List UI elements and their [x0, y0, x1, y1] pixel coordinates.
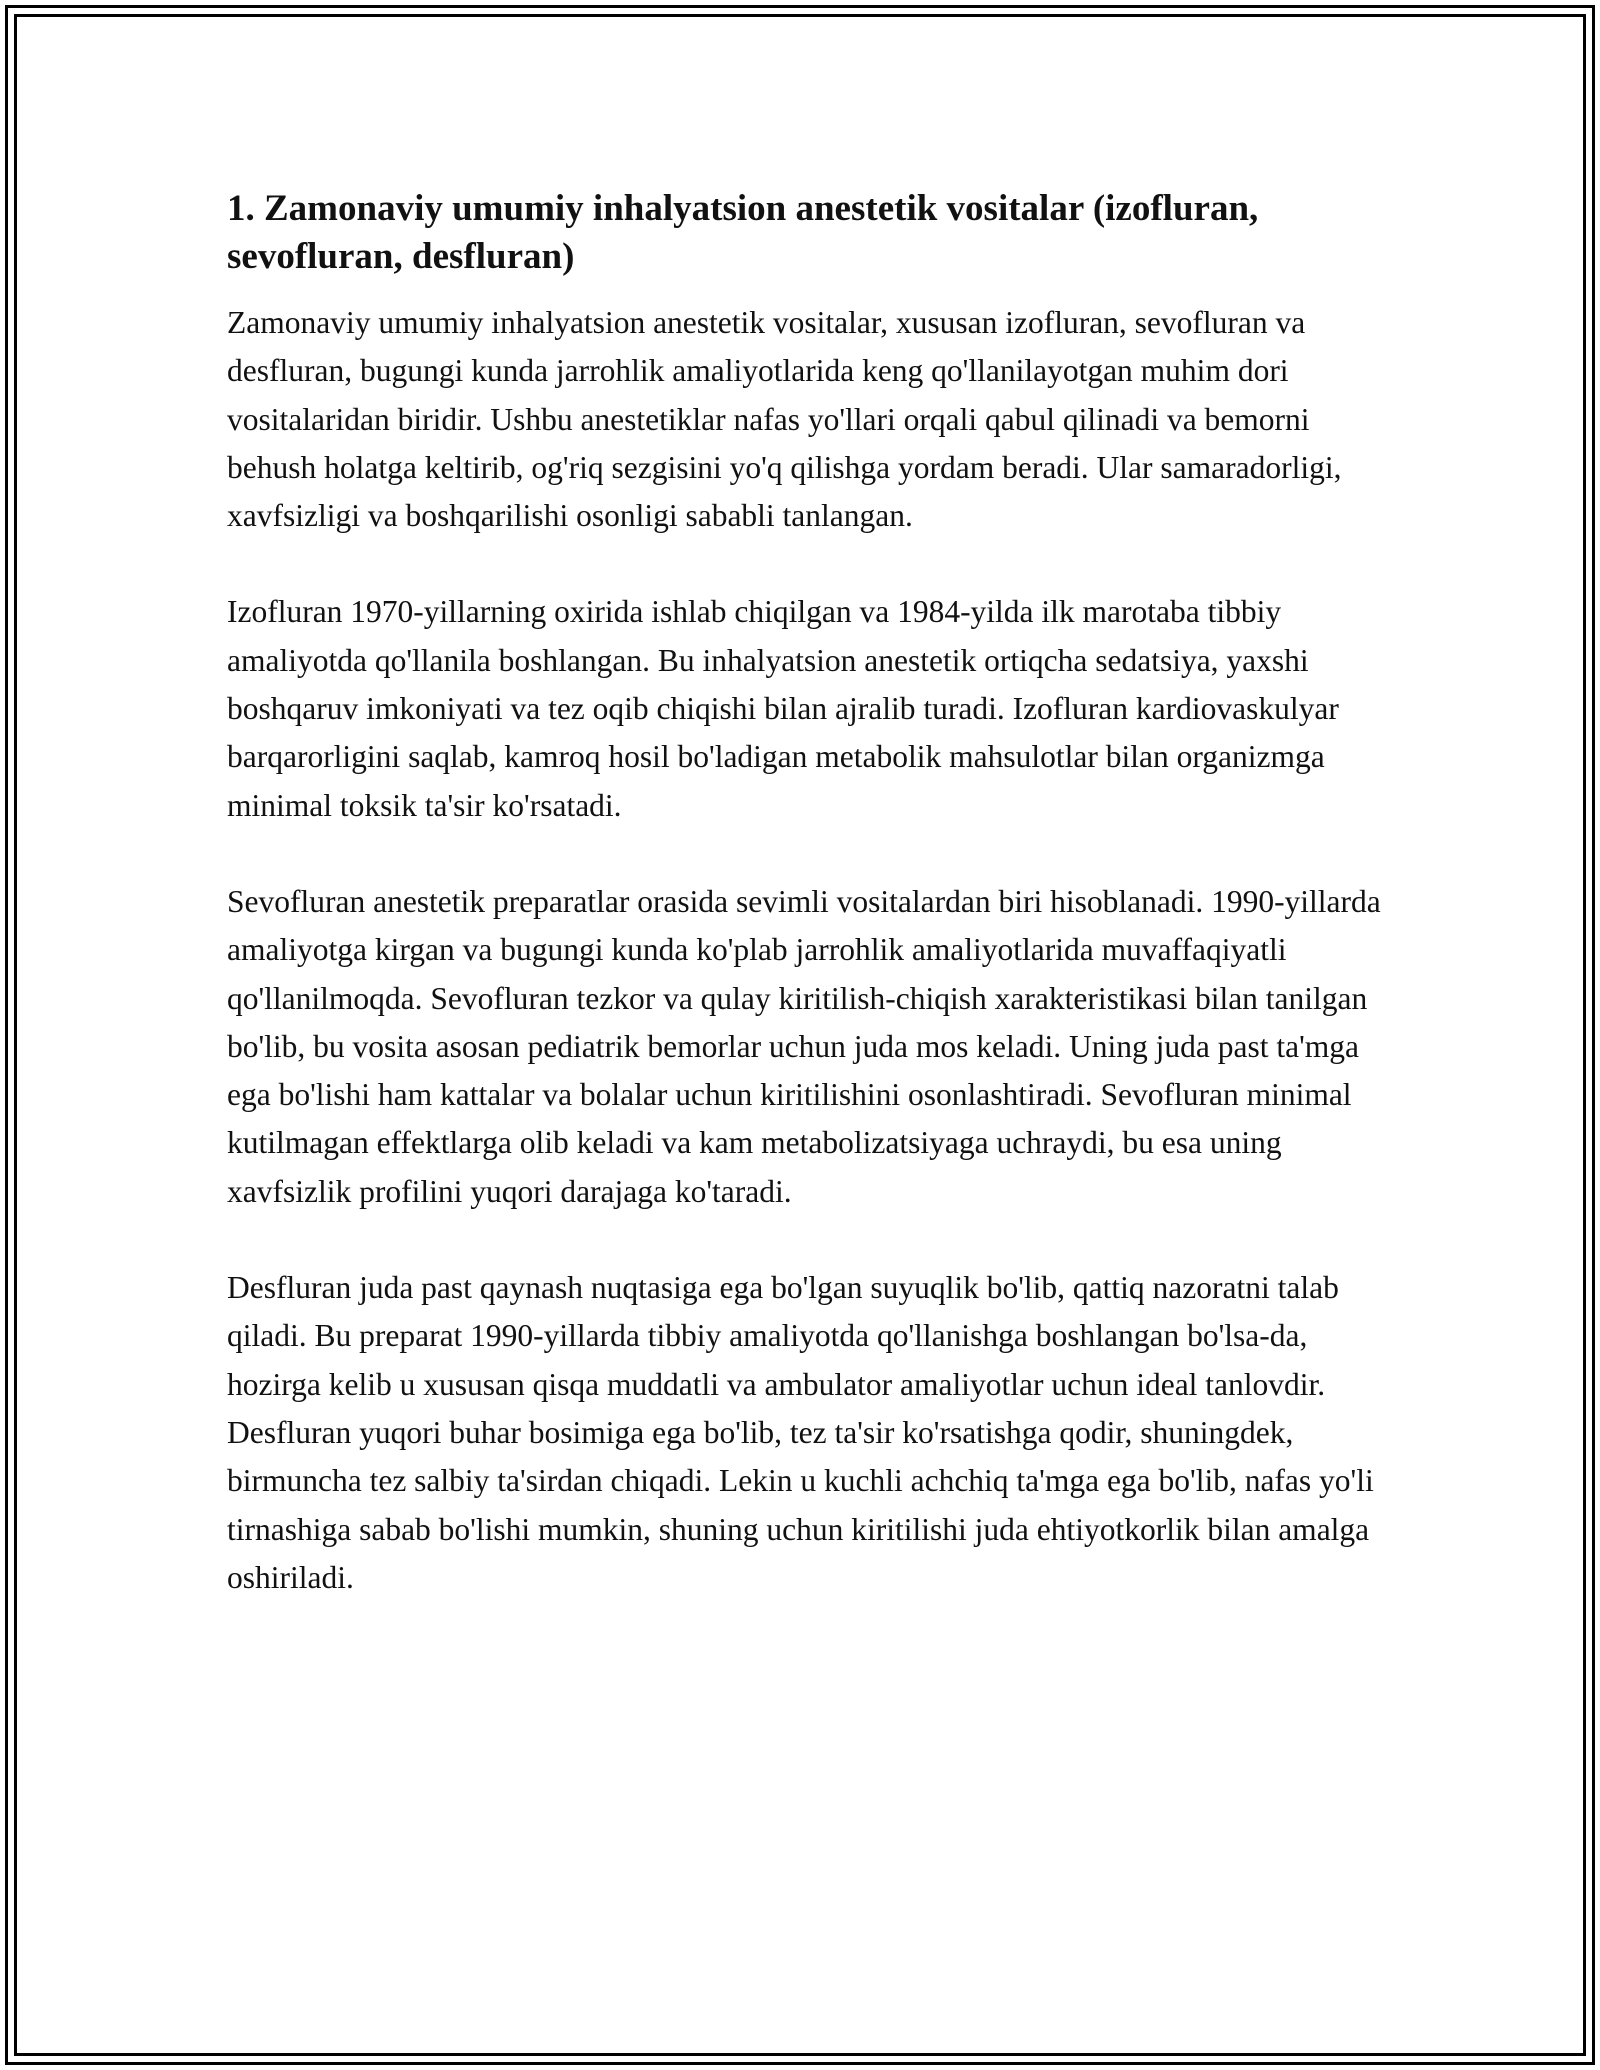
paragraph-intro: Zamonaviy umumiy inhalyatsion anestetik vositalar, xususan izofluran, sevofluran va desfluran, bugungi kunda jarrohlik amaliyotlarida keng qo'llanilayotgan muhim dori vositalaridan biridir. Ushbu anestetiklar nafas yo'llari orqali qabul qilinadi va bemorni behush holatga keltirib, og'riq sezgisini yo'q qilishga yordam beradi. Ular samaradorligi, xavfsizligi va boshqarilishi osonligi sababli tanlangan.: [227, 305, 1342, 534]
section-title: 1. Zamonaviy umumiy inhalyatsion anestetik vositalar (izofluran, sevofluran, desfluran): [227, 188, 1259, 277]
paragraph-sevoflurane: Sevofluran anestetik preparatlar orasida sevimli vositalardan biri hisoblanadi. 1990-yillarda amaliyotga kirgan va bugungi kunda ko'plab jarrohlik amaliyotlarida muvaffaqiyatli qo'llanilmoqda. Sevofluran tezkor va qulay kiritilish-chiqish xarakteristikasi bilan tanilgan bo'lib, bu vosita asosan pediatrik bemorlar uchun juda mos keladi. Uning juda past ta'mga ega bo'lishi ham kattalar va bolalar uchun kiritilishini osonlashtiradi. Sevofluran minimal kutilmagan effektlarga olib keladi va kam metabolizatsiyaga uchraydi, bu esa uning xavfsizlik profilini yuqori darajaga ko'taradi.: [227, 883, 1381, 1209]
paragraph-desflurane: Desfluran juda past qaynash nuqtasiga ega bo'lgan suyuqlik bo'lib, qattiq nazoratni talab qiladi. Bu preparat 1990-yillarda tibbiy amaliyotda qo'llanishga boshlangan bo'lsa-da, hozirga kelib u xususan qisqa muddatli va ambulator amaliyotlar uchun ideal tanlovdir. Desfluran yuqori buhar bosimiga ega bo'lib, tez ta'sir ko'rsatishga qodir, shuningdek, birmuncha tez salbiy ta'sirdan chiqadi. Lekin u kuchli achchiq ta'mga ega bo'lib, nafas yo'li tirnashiga sabab bo'lishi mumkin, shuning uchun kiritilishi juda ehtiyotkorlik bilan amalga oshiriladi.: [227, 1270, 1374, 1595]
document-content: [227, 185, 1387, 1650]
paragraph-isoflurane: Izofluran 1970-yillarning oxirida ishlab chiqilgan va 1984-yilda ilk marotaba tibbiy amaliyotda qo'llanila boshlangan. Bu inhalyatsion anestetik ortiqcha sedatsiya, yaxshi boshqaruv imkoniyati va tez oqib chiqishi bilan ajralib turadi. Izofluran kardiovaskulyar barqarorligini saqlab, kamroq hosil bo'ladigan metabolik mahsulotlar bilan organizmga minimal toksik ta'sir ko'rsatadi.: [227, 594, 1339, 823]
